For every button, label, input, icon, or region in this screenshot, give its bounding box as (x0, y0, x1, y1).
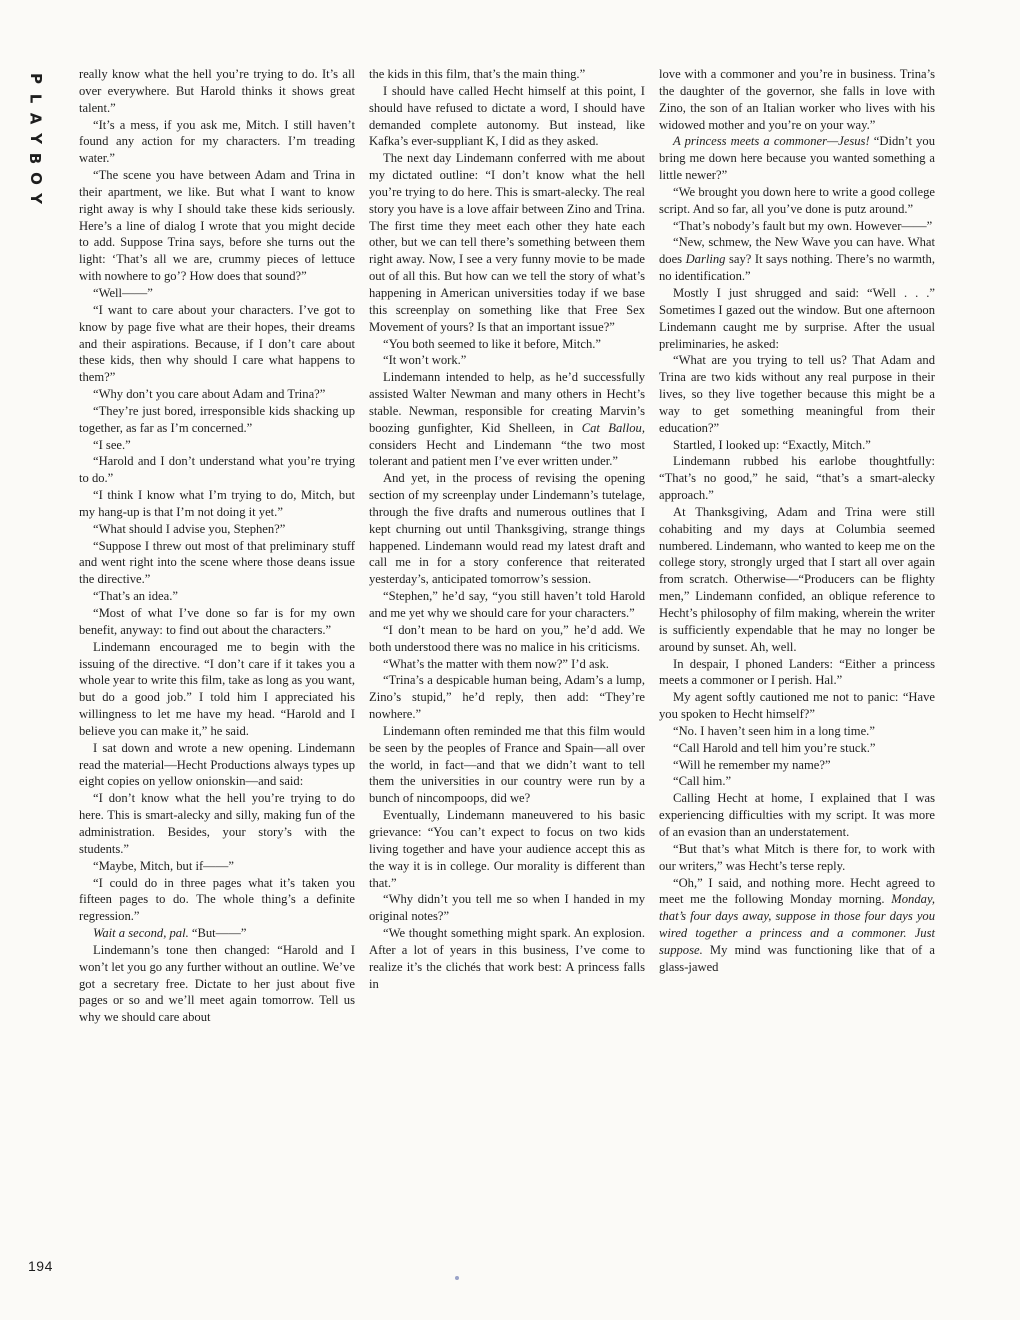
text-run: “Oh,” I said, and nothing more. Hecht agreed to meet me the following Monday morning. (659, 875, 935, 907)
text-run: Lindemann intended to help, as he’d successfully assisted Walter Newman and many others in Hecht’s stable. Newman, responsible for creating Marvin’s boozing gunfighter, Kid Shelleen, in (369, 370, 645, 435)
text-run: say? It says nothing. There’s no warmth, no identification.” (659, 252, 935, 284)
article-paragraph (369, 83, 645, 150)
italic-text: Darling (685, 252, 726, 267)
article-paragraph (659, 66, 935, 133)
text-run: In despair, I phoned Landers: “Either a princess meets a commoner or I perish. Hal.” (659, 656, 935, 688)
decorative-dot (455, 1276, 459, 1280)
text-run: “We thought something might spark. An explosion. After a lot of years in this business, I’ve come to realize it’s the clichés that work best: A princess falls in (369, 926, 645, 991)
text-run: “That’s an idea.” (93, 589, 178, 604)
text-run: Mostly I just shrugged and said: “Well . . .” Sometimes I gazed out the window. But one afternoon Lindemann caught me by surprise. After the usual preliminaries, he asked: (659, 285, 935, 351)
text-run: “It’s a mess, if you ask me, Mitch. I still haven’t found any action for my characters. I’m treading water.” (79, 117, 355, 166)
article-paragraph (79, 605, 355, 639)
article-paragraph (659, 790, 935, 841)
text-column-1 (79, 66, 355, 1026)
text-run: “The scene you have between Adam and Trina in their apartment, we like. But what I want to know right away is why I should take these kids seriously. Here’s a line of dialog I wrote that you might decide to add. Suppose Trina says, before she turns out the light: ‘That’s all we are, crummy pieces of lettuce with nowhere to go’? How does that sound?” (79, 168, 355, 284)
article-paragraph (79, 386, 355, 403)
text-run: “That’s nobody’s fault but my own. However——” (673, 218, 933, 233)
article-paragraph (79, 875, 355, 926)
text-run: “I don’t mean to be hard on you,” he’d add. We both understood there was no malice in his criticisms. (369, 622, 645, 654)
text-column-3 (659, 66, 935, 976)
article-paragraph (369, 352, 645, 369)
article-paragraph (79, 588, 355, 605)
article-paragraph (79, 925, 355, 942)
article-paragraph (659, 757, 935, 774)
text-run: The next day Lindemann conferred with me about my dictated outline: “I don’t know what the hell you’re trying to do here. This is smart-alecky. The real story you have is a love affair between Zino and Trina. The first time they meet each other they hate each other, but we can tell there’s something between them right away. Now, I see a very funny movie to be made out of all this. But how can we tell the story of what’s happening in American universities today if we base this screenplay on something like that Free Sex Movement of yours? Is that an important issue?” (369, 151, 645, 334)
article-paragraph (369, 891, 645, 925)
text-run: “Call him.” (673, 774, 732, 789)
text-run: “I could do in three pages what it’s taken you fifteen pages to do. The whole thing’s a definite regression.” (79, 875, 355, 924)
masthead-letter: P (26, 73, 45, 84)
article-paragraph (369, 622, 645, 656)
text-run: “I don’t know what the hell you’re trying to do here. This is smart-alecky and silly, making fun of the administration. Besides, your story’s with the students.” (79, 791, 355, 856)
masthead-letter: L (26, 93, 45, 104)
article-paragraph (79, 437, 355, 454)
text-run: “But——” (188, 926, 247, 941)
article-paragraph (79, 740, 355, 791)
masthead-letter: B (26, 152, 45, 165)
article-paragraph (369, 925, 645, 992)
text-run: “New, schmew, the New Wave you can have. What does (659, 235, 935, 267)
article-paragraph (79, 521, 355, 538)
masthead-letter: Y (26, 193, 45, 204)
article-paragraph (369, 336, 645, 353)
text-run: “We brought you down here to write a good college script. And so far, all you’ve done is putz around.” (659, 184, 935, 216)
article-paragraph (659, 723, 935, 740)
text-run: Startled, I looked up: “Exactly, Mitch.” (673, 437, 871, 452)
text-run: “They’re just bored, irresponsible kids shacking up together, as far as I’m concerned.” (79, 403, 355, 435)
text-run: “What should I advise you, Stephen?” (93, 521, 286, 536)
text-run: Eventually, Lindemann maneuvered to his basic grievance: “You can’t expect to focus on two kids living together and have your audience accept this as the way it is in college. Our morality is different than that.” (369, 808, 645, 890)
text-run: “But that’s what Mitch is there for, to work with our writers,” was Hecht’s terse reply. (659, 841, 935, 873)
article-paragraph (659, 740, 935, 757)
article-paragraph (659, 285, 935, 352)
article-paragraph (79, 858, 355, 875)
article-paragraph (79, 538, 355, 589)
article-paragraph (79, 167, 355, 285)
article-paragraph (79, 942, 355, 1026)
italic-text: A princess meets a commoner—Jesus! (673, 134, 870, 149)
text-run: And yet, in the process of revising the opening section of my screenplay under Lindemann’s tutelage, through the five drafts and numerous outlines that I kept churning out until Thanksgiving, strange things happened. Lindemann would read my latest draft and call me in for a story conference that reiterated yesterday’s, anticipated tomorrow’s session. (369, 471, 645, 587)
text-run: “Suppose I threw out most of that preliminary stuff and went right into the scene where those deans issue the directive.” (79, 538, 355, 587)
text-run: “Why didn’t you tell me so when I handed in my original notes?” (369, 892, 645, 924)
article-paragraph (79, 302, 355, 386)
page-number: 194 (28, 1258, 53, 1274)
article-paragraph (369, 369, 645, 470)
article-paragraph (659, 437, 935, 454)
article-paragraph (369, 672, 645, 723)
italic-text: Wait a second, pal. (93, 926, 189, 941)
italic-text: Cat Ballou, (581, 420, 645, 435)
article-paragraph (659, 352, 935, 436)
article-paragraph (659, 218, 935, 235)
text-run: Lindemann rubbed his earlobe thoughtfully: “That’s no good,” he said, “that’s a smart-alecky approach.” (659, 454, 935, 503)
article-paragraph (659, 875, 935, 976)
article-paragraph (369, 66, 645, 83)
text-run: “No. I haven’t seen him in a long time.” (673, 723, 875, 738)
article-paragraph (369, 470, 645, 588)
text-run: “Will he remember my name?” (673, 757, 831, 772)
text-run: “I see.” (93, 437, 131, 452)
text-run: “Harold and I don’t understand what you’re trying to do.” (79, 454, 355, 486)
text-run: “It won’t work.” (383, 353, 467, 368)
article-paragraph (369, 588, 645, 622)
article-paragraph (79, 790, 355, 857)
article-paragraph (369, 150, 645, 335)
text-run: “Stephen,” he’d say, “you still haven’t told Harold and me yet why we should care for your characters.” (369, 589, 645, 620)
article-paragraph (79, 453, 355, 487)
article-paragraph (659, 689, 935, 723)
text-run: “Trina’s a despicable human being, Adam’s a lump, Zino’s stupid,” he’d reply, then add: “They’re nowhere.” (369, 673, 645, 722)
text-run: “Maybe, Mitch, but if——” (93, 858, 234, 873)
article-paragraph (659, 234, 935, 285)
text-run: Lindemann often reminded me that this film would be seen by the peoples of France and Spain—all over the world, in fact—and that we didn’t want to tell them the universities in our country were run by a bunch of nincompoops, did we? (369, 723, 645, 806)
text-run: I should have called Hecht himself at this point, I should have refused to dictate a word, I should have demanded complete autonomy. But instead, like Kafka’s ever-suppliant K, I did as they asked. (369, 83, 645, 149)
text-run: My mind was functioning like that of a glass-jawed (659, 942, 935, 974)
text-run: “Why don’t you care about Adam and Trina?” (93, 387, 326, 402)
article-paragraph (659, 773, 935, 790)
text-run: At Thanksgiving, Adam and Trina were still cohabiting and my days at Columbia seemed numbered. Lindemann, who wanted to keep me on the college story, strongly urged that I start all over again from scratch. Otherwise—“Producers can be flighty men,” Lindemann confided, an oblique reference to Hecht’s philosophy of film making, wherein the writer is sufficiently expendable that he may no longer be around by sunset. Ah, well. (659, 504, 935, 654)
text-run: “Most of what I’ve done so far is for my own benefit, anyway: to find out about the characters.” (79, 606, 355, 637)
text-run: Lindemann encouraged me to begin with the issuing of the directive. “I don’t care if it takes you a whole year to write this film, take as long as you want, but do a good job.” I told him I appreciated his willingness to let me have my head. “Harold and I believe you can make it,” he said. (79, 639, 355, 738)
text-run: “You both seemed to like it before, Mitch.” (383, 336, 602, 351)
text-run: “What’s the matter with them now?” I’d ask. (383, 656, 609, 671)
article-paragraph (79, 285, 355, 302)
article-paragraph (659, 184, 935, 218)
text-run: the kids in this film, that’s the main thing.” (369, 67, 586, 81)
article-paragraph (659, 133, 935, 184)
article-paragraph (79, 117, 355, 168)
article-paragraph (79, 66, 355, 117)
article-paragraph (79, 487, 355, 521)
text-run: “I think I know what I’m trying to do, Mitch, but my hang-up is that I’m not doing it yet.” (79, 488, 355, 519)
masthead-letter: A (26, 112, 45, 125)
article-paragraph (659, 841, 935, 875)
italic-text: Monday, that’s four days away, suppose in those four days you wired together a princess and a commoner. Just suppose. (659, 892, 935, 957)
article-paragraph (659, 656, 935, 690)
text-run: “Didn’t you bring me down here because you wanted something a little newer?” (659, 134, 935, 183)
magazine-masthead (22, 70, 48, 220)
text-run: love with a commoner and you’re in business. Trina’s the daughter of the governor, she falls in love with Zino, the son of an Italian worker who lives with his widowed mother and you’re on your way.” (659, 67, 935, 132)
text-run: I sat down and wrote a new opening. Lindemann read the material—Hecht Productions always types up eight copies on yellow onionskin—and said: (79, 740, 355, 789)
text-run: considers Hecht and Lindemann “the two most tolerant and patient men I’ve ever written under.” (369, 437, 645, 469)
article-paragraph (659, 453, 935, 504)
article-paragraph (369, 807, 645, 891)
text-run: Lindemann’s tone then changed: “Harold and I won’t let you go any further without an outline. We’ve got a secretary free. Dictate to her just about five pages or so and we’ll meet again tomorrow. Tell us why we should care about (79, 942, 355, 1025)
article-paragraph (659, 504, 935, 656)
text-run: “Well——” (93, 285, 153, 300)
text-run: “What are you trying to tell us? That Adam and Trina are two kids without any real purpose in their lives, so they live together because this might be a way to get something meaningful from their education?” (659, 353, 935, 435)
article-paragraph (369, 656, 645, 673)
masthead-letter: O (26, 172, 45, 185)
article-paragraph (369, 723, 645, 807)
article-paragraph (79, 639, 355, 740)
text-run: “I want to care about your characters. I’ve got to know by page five what are their hopes, their dreams and their aspirations. Because, if I don’t care about these kids, then why should I care what happens to them?” (79, 302, 355, 385)
masthead-letter: Y (26, 133, 45, 144)
text-run: “Call Harold and tell him you’re stuck.” (673, 740, 876, 755)
text-run: My agent softly cautioned me not to panic: “Have you spoken to Hecht himself?” (659, 690, 935, 722)
text-column-2 (369, 66, 645, 992)
article-paragraph (79, 403, 355, 437)
text-run: Calling Hecht at home, I explained that I was experiencing difficulties with my script. It was more of an evasion than an understatement. (659, 791, 935, 839)
text-run: really know what the hell you’re trying to do. It’s all over everywhere. But Harold thinks it shows great talent.” (79, 67, 355, 115)
